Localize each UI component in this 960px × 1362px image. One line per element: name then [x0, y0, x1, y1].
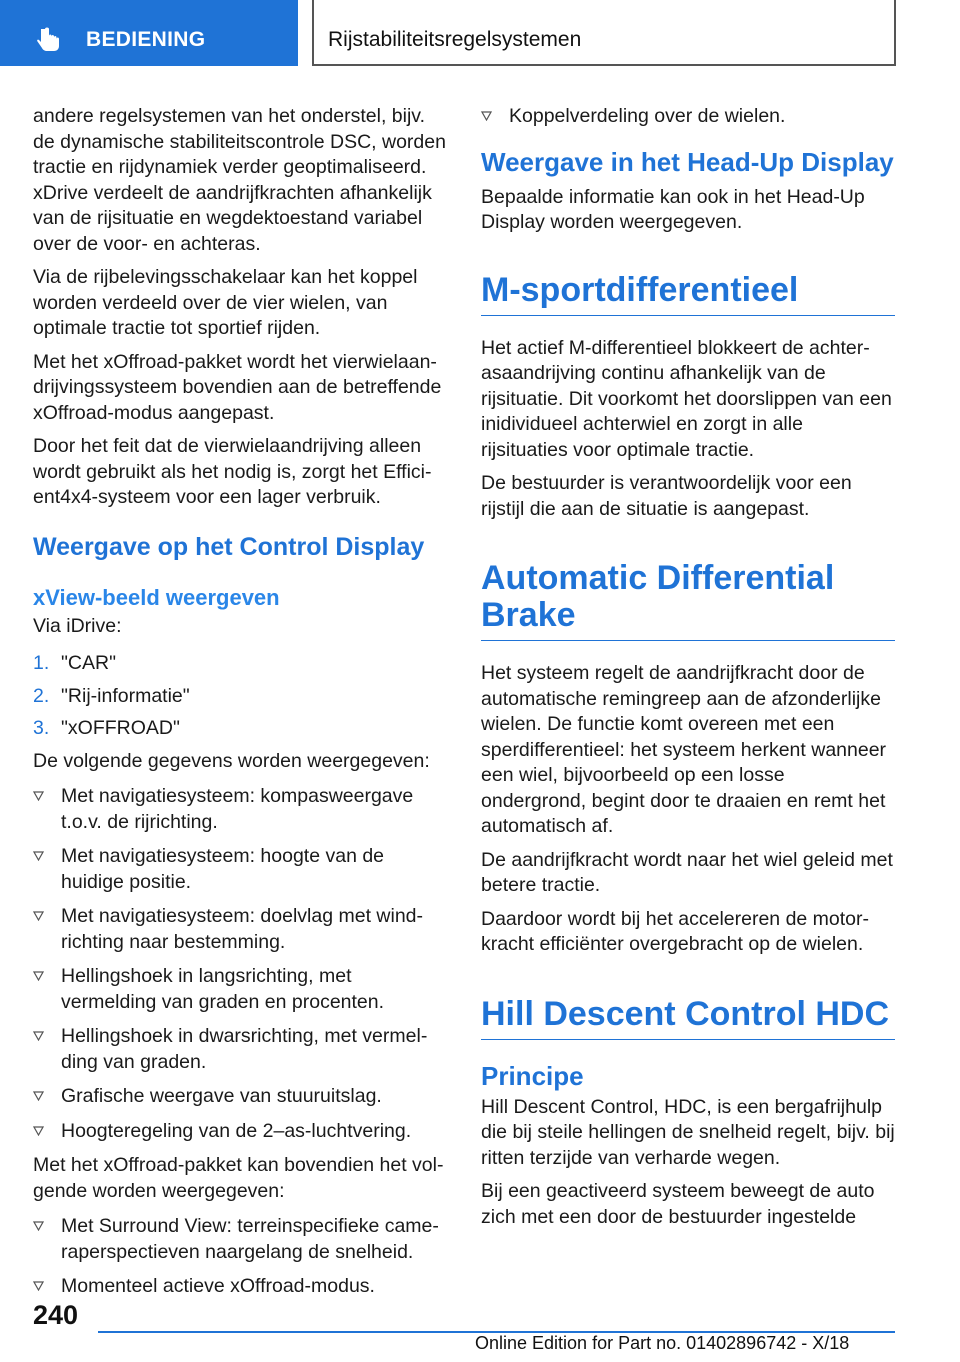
list-item — [33, 716, 448, 742]
triangle-bullet-icon — [33, 964, 61, 1015]
bullet-text: Grafische weergave van stuuruitslag. — [61, 1085, 382, 1107]
triangle-bullet-icon — [33, 1024, 61, 1075]
heading-xview: xView-beeld weergeven — [33, 584, 280, 610]
footer-edition: Online Edition for Part no. 01402896742 - X/18 — [475, 1333, 850, 1353]
paragraph: Bij een geactiveerd systeem beweegt de auto zich met een door de bestuurder ingestelde — [481, 1180, 875, 1228]
triangle-bullet-icon — [481, 104, 509, 130]
bullet-list — [33, 784, 448, 1144]
step-number: 1. — [33, 652, 50, 674]
heading-hill-descent-control: Hill Descent Control HDC — [481, 996, 895, 1040]
list-item — [33, 1084, 448, 1110]
bullet-text: Met navigatiesysteem: kompasweergave t.o.v. de rijrichting. — [61, 785, 414, 833]
bullet-text: Met Surround View: terreinspecifieke cameraperspectieven naargelang de snelheid. — [61, 1215, 439, 1263]
section-label: BEDIENING — [86, 28, 206, 51]
list-item — [33, 1274, 448, 1300]
header-title-box — [312, 0, 896, 66]
bullet-text: Met navigatiesysteem: doelvlag met windrichting naar bestemming. — [61, 905, 424, 953]
paragraph: Met het xOffroad-pakket kan bovendien het volgende worden weergegeven: — [33, 1154, 444, 1202]
step-text: "CAR" — [61, 652, 117, 674]
heading-control-display: Weergave op het Control Display — [33, 532, 425, 561]
paragraph: Hill Descent Control, HDC, is een bergafrijhulp die bij steile hellingen de snelheid regelt, bijv. bij ritten terzijde van verharde wegen. — [481, 1095, 895, 1169]
page-number: 240 — [33, 1300, 79, 1330]
list-item — [481, 104, 895, 130]
triangle-bullet-icon — [33, 904, 61, 955]
section-tab — [0, 0, 298, 66]
paragraph: De aandrijfkracht wordt naar het wiel geleid met betere tractie. — [481, 848, 893, 896]
list-item — [33, 684, 448, 710]
bullet-text: Hoogteregeling van de 2–as-luchtvering. — [61, 1119, 412, 1142]
paragraph: Via iDrive: — [33, 614, 122, 637]
step-number: 2. — [33, 684, 50, 707]
paragraph: andere regelsystemen van het onderstel, bijv. de dynamische stabiliteitscontrole DSC, worden tractie en rijdynamiek verder geoptimaliseerd. xDrive verdeelt de aandrijfkrachten afhankelijk van de rijsituatie en wegdektoestand variabel over de voor- en achteras. — [33, 105, 446, 255]
triangle-bullet-icon — [33, 784, 61, 835]
bullet-text: Hellingshoek in langsrichting, met vermelding van graden en procenten. — [61, 965, 385, 1013]
paragraph: De volgende gegevens worden weergegeven: — [33, 749, 430, 772]
step-text: "Rij-informatie" — [61, 684, 190, 707]
list-item — [33, 844, 448, 895]
step-text: "xOFFROAD" — [61, 717, 180, 739]
heading-m-sportdifferentieel: M-sportdifferentieel — [481, 272, 895, 316]
hand-pointer-icon — [36, 26, 62, 52]
heading-head-up-display: Weergave in het Head-Up Display — [481, 146, 894, 177]
paragraph: Door het feit dat de vierwielaandrijving alleen wordt gebruikt als het nodig is, zorgt het Efficient4x4-systeem voor een lager verbruik. — [33, 435, 432, 508]
list-item — [33, 651, 448, 677]
bullet-text: Hellingshoek in dwarsrichting, met vermelding van graden. — [61, 1025, 428, 1073]
bullet-text: Met navigatiesysteem: hoogte van de huidige positie. — [61, 845, 385, 893]
triangle-bullet-icon — [33, 844, 61, 895]
paragraph: Bepaalde informatie kan ook in het Head-Up Display worden weergegeven. — [481, 185, 865, 233]
step-list — [33, 651, 448, 742]
list-item — [33, 904, 448, 955]
step-number: 3. — [33, 717, 50, 739]
paragraph: Het systeem regelt de aandrijfkracht door de automatische remingreep aan de afzonderlijke wielen. De functie komt overeen met een sperdifferentieel: het systeem herkent wanneer een wiel, bijvoorbeeld op een losse ondergrond, begint door te draaien en remt het automatisch af. — [481, 662, 887, 837]
paragraph: De bestuurder is verantwoordelijk voor een rijstijl die aan de situatie is aangepast. — [481, 472, 852, 520]
bullet-list — [33, 1214, 448, 1300]
triangle-bullet-icon — [33, 1214, 61, 1265]
triangle-bullet-icon — [33, 1119, 61, 1145]
left-column — [33, 104, 448, 1309]
paragraph: Met het xOffroad-pakket wordt het vierwielaandrijvingssysteem bovendien aan de betreffende xOffroad-modus aangepast. — [33, 350, 442, 424]
right-column — [481, 104, 895, 1238]
list-item — [33, 784, 448, 835]
paragraph: Daardoor wordt bij het accelereren de motorkracht efficiënter overgebracht op de wielen. — [481, 907, 870, 955]
paragraph: Via de rijbelevingsschakelaar kan het koppel worden verdeeld over de vier wielen, van optimale tractie tot sportief rijden. — [33, 266, 418, 339]
list-item — [33, 964, 448, 1015]
bullet-text: Koppelverdeling over de wielen. — [509, 105, 786, 127]
bullet-text: Momenteel actieve xOffroad-modus. — [61, 1275, 375, 1297]
heading-automatic-differential-brake: Automatic Differential Brake — [481, 560, 895, 641]
list-item — [33, 1024, 448, 1075]
bullet-list — [481, 104, 895, 130]
list-item — [33, 1214, 448, 1265]
heading-principe: Principe — [481, 1060, 584, 1091]
triangle-bullet-icon — [33, 1274, 61, 1300]
paragraph: Het actief M-differentieel blokkeert de achterasaandrijving continu afhankelijk van de rijsituatie. Dit voorkomt het doorslippen van een inidividueel achterwiel en zorgt in alle rijsituaties voor optimale tractie. — [481, 336, 892, 461]
chapter-title: Rijstabiliteitsregelsystemen — [328, 28, 582, 51]
triangle-bullet-icon — [33, 1084, 61, 1110]
list-item — [33, 1119, 448, 1145]
